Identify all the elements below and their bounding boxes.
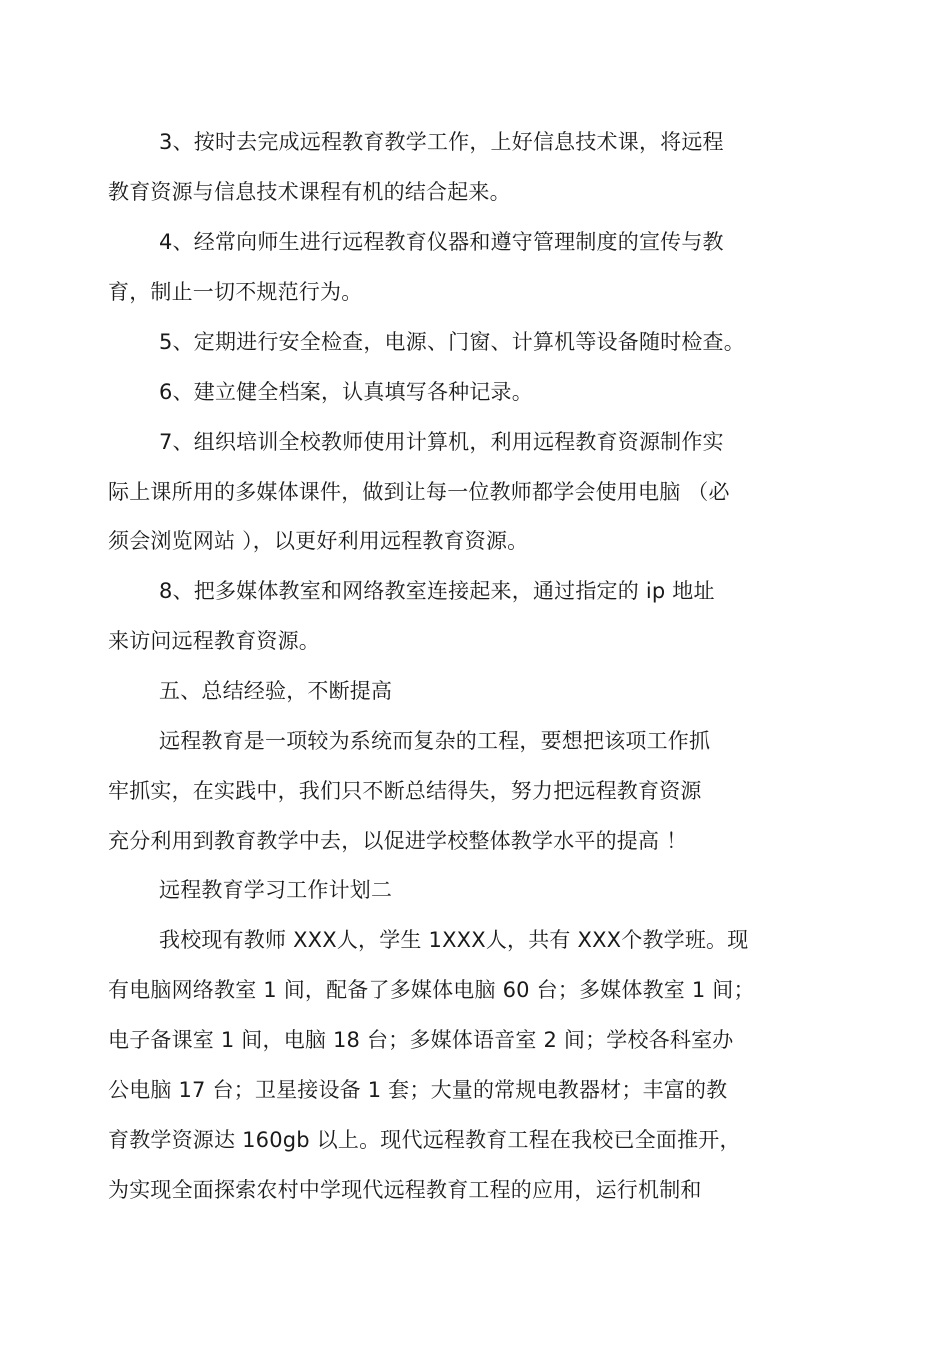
text-line: 4、经常向师生进行远程教育仪器和遵守管理制度的宣传与教: [159, 230, 724, 254]
text-line: 牢抓实，在实践中，我们只不断总结得失，努力把远程教育资源: [108, 779, 702, 803]
text-line: 我校现有教师 XXX人，学生 1XXX人，共有 XXX个教学班。现: [159, 928, 749, 952]
text-line: 须会浏览网站 ），以更好利用远程教育资源。: [108, 529, 529, 553]
text-line: 8、把多媒体教室和网络教室连接起来，通过指定的 ip 地址: [159, 579, 715, 603]
text-line: 有电脑网络教室 1 间，配备了多媒体电脑 60 台；多媒体教室 1 间；: [108, 978, 755, 1002]
text-line: 7、组织培训全校教师使用计算机，利用远程教育资源制作实: [159, 430, 724, 454]
text-line: 育教学资源达 160gb 以上。现代远程教育工程在我校已全面推开，: [108, 1128, 741, 1152]
text-line: 来访问远程教育资源。: [108, 629, 320, 653]
text-line: 电子备课室 1 间，电脑 18 台；多媒体语音室 2 间；学校各科室办: [108, 1028, 734, 1052]
text-line: 际上课所用的多媒体课件，做到让每一位教师都学会使用电脑 （必: [108, 480, 730, 504]
text-line: 充分利用到教育教学中去，以促进学校整体教学水平的提高 ！: [108, 829, 688, 853]
text-line: 育，制止一切不规范行为。: [108, 280, 363, 304]
text-line: 6、建立健全档案，认真填写各种记录。: [159, 380, 533, 404]
text-line: 教育资源与信息技术课程有机的结合起来。: [108, 180, 511, 204]
text-line: 公电脑 17 台；卫星接设备 1 套；大量的常规电教器材；丰富的教: [108, 1078, 728, 1102]
section-heading: 远程教育学习工作计划二: [159, 878, 393, 902]
text-line: 3、按时去完成远程教育教学工作，上好信息技术课，将远程: [159, 130, 724, 154]
text-line: 为实现全面探索农村中学现代远程教育工程的应用，运行机制和: [108, 1178, 702, 1202]
section-heading: 五、总结经验，不断提高: [159, 679, 393, 703]
text-line: 5、定期进行安全检查，电源、门窗、计算机等设备随时检查。: [159, 330, 745, 354]
text-line: 远程教育是一项较为系统而复杂的工程，要想把该项工作抓: [159, 729, 711, 753]
